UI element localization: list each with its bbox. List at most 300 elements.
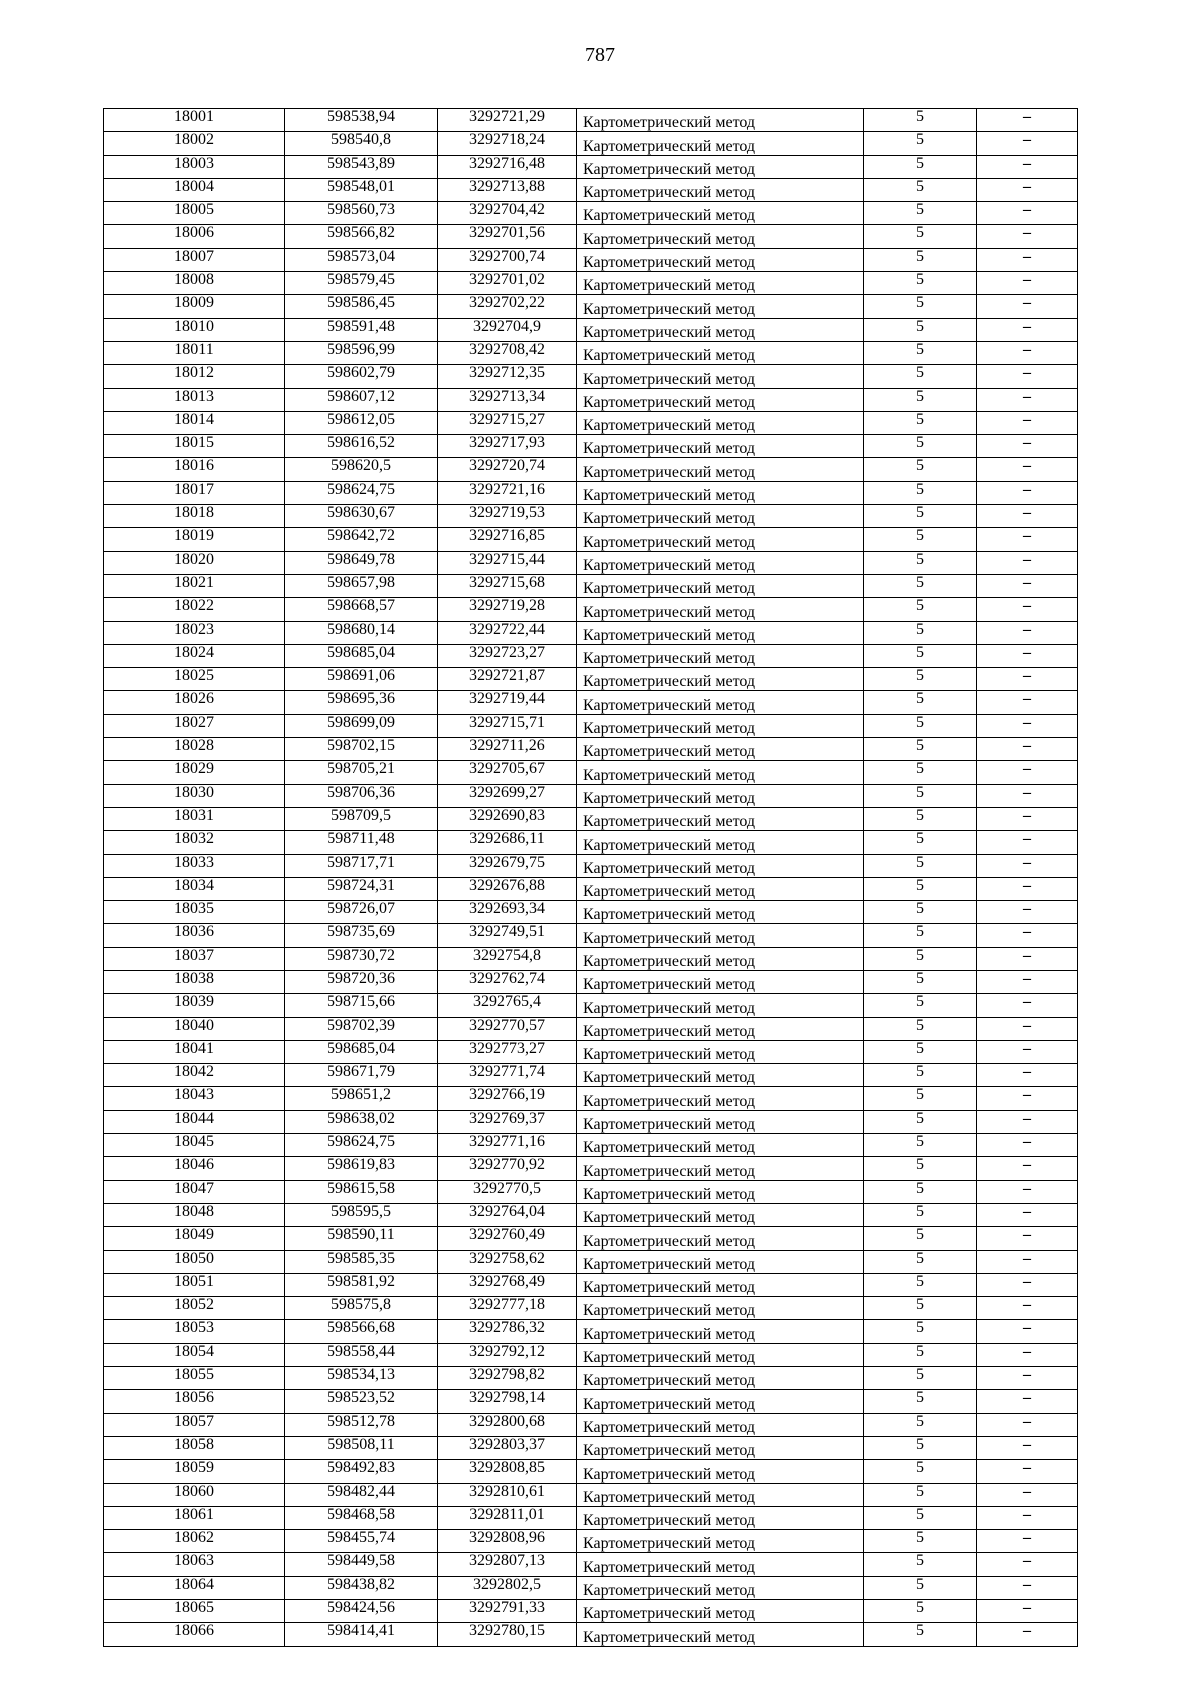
x-coordinate-cell: 598558,44 — [285, 1343, 438, 1366]
point-id-cell: 18007 — [104, 248, 285, 271]
x-coordinate-cell: 598543,89 — [285, 155, 438, 178]
accuracy-cell: 5 — [864, 411, 977, 434]
table-row — [104, 1483, 1078, 1506]
table-row — [104, 341, 1078, 364]
point-id-cell: 18025 — [104, 668, 285, 691]
table-row — [104, 109, 1078, 132]
point-id-cell: 18064 — [104, 1576, 285, 1599]
table-row — [104, 458, 1078, 481]
method-cell: Картометрический метод — [577, 1040, 864, 1063]
x-coordinate-cell: 598540,8 — [285, 132, 438, 155]
y-coordinate-cell: 3292720,74 — [438, 458, 577, 481]
method-cell: Картометрический метод — [577, 1064, 864, 1087]
method-cell: Картометрический метод — [577, 1180, 864, 1203]
note-cell: – — [977, 1064, 1078, 1087]
table-row — [104, 714, 1078, 737]
table-row — [104, 551, 1078, 574]
note-cell: – — [977, 761, 1078, 784]
accuracy-cell: 5 — [864, 388, 977, 411]
method-cell: Картометрический метод — [577, 621, 864, 644]
method-cell: Картометрический метод — [577, 1157, 864, 1180]
point-id-cell: 18035 — [104, 901, 285, 924]
page-number: 787 — [585, 44, 615, 66]
x-coordinate-cell: 598706,36 — [285, 784, 438, 807]
point-id-cell: 18060 — [104, 1483, 285, 1506]
x-coordinate-cell: 598624,75 — [285, 1134, 438, 1157]
point-id-cell: 18044 — [104, 1110, 285, 1133]
method-cell: Картометрический метод — [577, 225, 864, 248]
table-row — [104, 738, 1078, 761]
accuracy-cell: 5 — [864, 1017, 977, 1040]
y-coordinate-cell: 3292749,51 — [438, 924, 577, 947]
point-id-cell: 18023 — [104, 621, 285, 644]
accuracy-cell: 5 — [864, 807, 977, 830]
accuracy-cell: 5 — [864, 1530, 977, 1553]
y-coordinate-cell: 3292712,35 — [438, 365, 577, 388]
accuracy-cell: 5 — [864, 1576, 977, 1599]
accuracy-cell: 5 — [864, 505, 977, 528]
table-row — [104, 1203, 1078, 1226]
point-id-cell: 18001 — [104, 109, 285, 132]
y-coordinate-cell: 3292780,15 — [438, 1623, 577, 1646]
table-row — [104, 1250, 1078, 1273]
note-cell: – — [977, 691, 1078, 714]
method-cell: Картометрический метод — [577, 1390, 864, 1413]
note-cell: – — [977, 1390, 1078, 1413]
accuracy-cell: 5 — [864, 1203, 977, 1226]
note-cell: – — [977, 854, 1078, 877]
table-row — [104, 901, 1078, 924]
table-row — [104, 225, 1078, 248]
point-id-cell: 18050 — [104, 1250, 285, 1273]
point-id-cell: 18052 — [104, 1297, 285, 1320]
point-id-cell: 18037 — [104, 947, 285, 970]
x-coordinate-cell: 598709,5 — [285, 807, 438, 830]
y-coordinate-cell: 3292693,34 — [438, 901, 577, 924]
note-cell: – — [977, 1297, 1078, 1320]
table-row — [104, 1623, 1078, 1646]
point-id-cell: 18021 — [104, 574, 285, 597]
method-cell: Картометрический метод — [577, 458, 864, 481]
method-cell: Картометрический метод — [577, 1506, 864, 1529]
method-cell: Картометрический метод — [577, 481, 864, 504]
point-id-cell: 18062 — [104, 1530, 285, 1553]
table-row — [104, 1506, 1078, 1529]
y-coordinate-cell: 3292713,34 — [438, 388, 577, 411]
table-row — [104, 132, 1078, 155]
note-cell: – — [977, 1157, 1078, 1180]
method-cell: Картометрический метод — [577, 1110, 864, 1133]
table-row — [104, 831, 1078, 854]
y-coordinate-cell: 3292676,88 — [438, 877, 577, 900]
note-cell: – — [977, 1436, 1078, 1459]
accuracy-cell: 5 — [864, 528, 977, 551]
y-coordinate-cell: 3292704,9 — [438, 318, 577, 341]
coordinates-table-body — [104, 109, 1078, 1647]
method-cell: Картометрический метод — [577, 1530, 864, 1553]
method-cell: Картометрический метод — [577, 1343, 864, 1366]
point-id-cell: 18036 — [104, 924, 285, 947]
table-row — [104, 1367, 1078, 1390]
accuracy-cell: 5 — [864, 1483, 977, 1506]
accuracy-cell: 5 — [864, 481, 977, 504]
x-coordinate-cell: 598685,04 — [285, 1040, 438, 1063]
y-coordinate-cell: 3292762,74 — [438, 970, 577, 993]
point-id-cell: 18005 — [104, 202, 285, 225]
note-cell: – — [977, 1343, 1078, 1366]
note-cell: – — [977, 178, 1078, 201]
x-coordinate-cell: 598424,56 — [285, 1600, 438, 1623]
note-cell: – — [977, 458, 1078, 481]
y-coordinate-cell: 3292711,26 — [438, 738, 577, 761]
accuracy-cell: 5 — [864, 1600, 977, 1623]
accuracy-cell: 5 — [864, 1506, 977, 1529]
x-coordinate-cell: 598616,52 — [285, 435, 438, 458]
y-coordinate-cell: 3292705,67 — [438, 761, 577, 784]
method-cell: Картометрический метод — [577, 1297, 864, 1320]
note-cell: – — [977, 341, 1078, 364]
accuracy-cell: 5 — [864, 644, 977, 667]
y-coordinate-cell: 3292769,37 — [438, 1110, 577, 1133]
point-id-cell: 18022 — [104, 598, 285, 621]
accuracy-cell: 5 — [864, 458, 977, 481]
accuracy-cell: 5 — [864, 1436, 977, 1459]
method-cell: Картометрический метод — [577, 341, 864, 364]
table-row — [104, 202, 1078, 225]
x-coordinate-cell: 598699,09 — [285, 714, 438, 737]
accuracy-cell: 5 — [864, 1064, 977, 1087]
note-cell: – — [977, 365, 1078, 388]
point-id-cell: 18047 — [104, 1180, 285, 1203]
accuracy-cell: 5 — [864, 248, 977, 271]
table-row — [104, 574, 1078, 597]
method-cell: Картометрический метод — [577, 1436, 864, 1459]
note-cell: – — [977, 1110, 1078, 1133]
note-cell: – — [977, 901, 1078, 924]
accuracy-cell: 5 — [864, 854, 977, 877]
x-coordinate-cell: 598573,04 — [285, 248, 438, 271]
note-cell: – — [977, 318, 1078, 341]
table-row — [104, 1110, 1078, 1133]
method-cell: Картометрический метод — [577, 738, 864, 761]
accuracy-cell: 5 — [864, 1040, 977, 1063]
note-cell: – — [977, 248, 1078, 271]
y-coordinate-cell: 3292715,27 — [438, 411, 577, 434]
x-coordinate-cell: 598695,36 — [285, 691, 438, 714]
note-cell: – — [977, 1460, 1078, 1483]
y-coordinate-cell: 3292686,11 — [438, 831, 577, 854]
method-cell: Картометрический метод — [577, 598, 864, 621]
method-cell: Картометрический метод — [577, 1134, 864, 1157]
note-cell: – — [977, 1250, 1078, 1273]
table-row — [104, 1390, 1078, 1413]
x-coordinate-cell: 598638,02 — [285, 1110, 438, 1133]
accuracy-cell: 5 — [864, 1623, 977, 1646]
table-row — [104, 668, 1078, 691]
note-cell: – — [977, 784, 1078, 807]
note-cell: – — [977, 202, 1078, 225]
note-cell: – — [977, 1367, 1078, 1390]
point-id-cell: 18045 — [104, 1134, 285, 1157]
note-cell: – — [977, 1413, 1078, 1436]
accuracy-cell: 5 — [864, 178, 977, 201]
point-id-cell: 18039 — [104, 994, 285, 1017]
y-coordinate-cell: 3292690,83 — [438, 807, 577, 830]
accuracy-cell: 5 — [864, 551, 977, 574]
method-cell: Картометрический метод — [577, 132, 864, 155]
accuracy-cell: 5 — [864, 109, 977, 132]
accuracy-cell: 5 — [864, 435, 977, 458]
x-coordinate-cell: 598449,58 — [285, 1553, 438, 1576]
method-cell: Картометрический метод — [577, 1367, 864, 1390]
point-id-cell: 18058 — [104, 1436, 285, 1459]
x-coordinate-cell: 598657,98 — [285, 574, 438, 597]
table-row — [104, 1157, 1078, 1180]
y-coordinate-cell: 3292716,85 — [438, 528, 577, 551]
method-cell: Картометрический метод — [577, 1017, 864, 1040]
x-coordinate-cell: 598619,83 — [285, 1157, 438, 1180]
method-cell: Картометрический метод — [577, 854, 864, 877]
y-coordinate-cell: 3292702,22 — [438, 295, 577, 318]
method-cell: Картометрический метод — [577, 1227, 864, 1250]
method-cell: Картометрический метод — [577, 691, 864, 714]
point-id-cell: 18017 — [104, 481, 285, 504]
accuracy-cell: 5 — [864, 621, 977, 644]
table-row — [104, 1576, 1078, 1599]
table-row — [104, 505, 1078, 528]
x-coordinate-cell: 598680,14 — [285, 621, 438, 644]
table-row — [104, 1064, 1078, 1087]
y-coordinate-cell: 3292770,5 — [438, 1180, 577, 1203]
y-coordinate-cell: 3292800,68 — [438, 1413, 577, 1436]
table-row — [104, 877, 1078, 900]
point-id-cell: 18011 — [104, 341, 285, 364]
y-coordinate-cell: 3292798,14 — [438, 1390, 577, 1413]
note-cell: – — [977, 738, 1078, 761]
y-coordinate-cell: 3292760,49 — [438, 1227, 577, 1250]
y-coordinate-cell: 3292770,92 — [438, 1157, 577, 1180]
point-id-cell: 18046 — [104, 1157, 285, 1180]
point-id-cell: 18004 — [104, 178, 285, 201]
table-row — [104, 1134, 1078, 1157]
accuracy-cell: 5 — [864, 877, 977, 900]
y-coordinate-cell: 3292766,19 — [438, 1087, 577, 1110]
y-coordinate-cell: 3292715,71 — [438, 714, 577, 737]
accuracy-cell: 5 — [864, 1413, 977, 1436]
note-cell: – — [977, 295, 1078, 318]
method-cell: Картометрический метод — [577, 202, 864, 225]
accuracy-cell: 5 — [864, 1297, 977, 1320]
method-cell: Картометрический метод — [577, 435, 864, 458]
x-coordinate-cell: 598630,67 — [285, 505, 438, 528]
table-row — [104, 1180, 1078, 1203]
method-cell: Картометрический метод — [577, 551, 864, 574]
method-cell: Картометрический метод — [577, 1203, 864, 1226]
table-row — [104, 178, 1078, 201]
accuracy-cell: 5 — [864, 947, 977, 970]
point-id-cell: 18003 — [104, 155, 285, 178]
y-coordinate-cell: 3292808,85 — [438, 1460, 577, 1483]
table-row — [104, 272, 1078, 295]
note-cell: – — [977, 924, 1078, 947]
point-id-cell: 18010 — [104, 318, 285, 341]
x-coordinate-cell: 598691,06 — [285, 668, 438, 691]
x-coordinate-cell: 598586,45 — [285, 295, 438, 318]
note-cell: – — [977, 551, 1078, 574]
table-row — [104, 1273, 1078, 1296]
table-row — [104, 365, 1078, 388]
y-coordinate-cell: 3292719,44 — [438, 691, 577, 714]
table-row — [104, 598, 1078, 621]
y-coordinate-cell: 3292700,74 — [438, 248, 577, 271]
table-row — [104, 411, 1078, 434]
note-cell: – — [977, 1600, 1078, 1623]
method-cell: Картометрический метод — [577, 994, 864, 1017]
note-cell: – — [977, 1017, 1078, 1040]
method-cell: Картометрический метод — [577, 901, 864, 924]
note-cell: – — [977, 714, 1078, 737]
x-coordinate-cell: 598615,58 — [285, 1180, 438, 1203]
accuracy-cell: 5 — [864, 1367, 977, 1390]
method-cell: Картометрический метод — [577, 411, 864, 434]
method-cell: Картометрический метод — [577, 1413, 864, 1436]
table-row — [104, 1413, 1078, 1436]
point-id-cell: 18008 — [104, 272, 285, 295]
note-cell: – — [977, 807, 1078, 830]
note-cell: – — [977, 109, 1078, 132]
note-cell: – — [977, 668, 1078, 691]
note-cell: – — [977, 528, 1078, 551]
x-coordinate-cell: 598735,69 — [285, 924, 438, 947]
y-coordinate-cell: 3292716,48 — [438, 155, 577, 178]
method-cell: Картометрический метод — [577, 1623, 864, 1646]
note-cell: – — [977, 1623, 1078, 1646]
point-id-cell: 18016 — [104, 458, 285, 481]
x-coordinate-cell: 598726,07 — [285, 901, 438, 924]
accuracy-cell: 5 — [864, 1157, 977, 1180]
table-row — [104, 481, 1078, 504]
accuracy-cell: 5 — [864, 341, 977, 364]
note-cell: – — [977, 155, 1078, 178]
x-coordinate-cell: 598523,52 — [285, 1390, 438, 1413]
point-id-cell: 18059 — [104, 1460, 285, 1483]
method-cell: Картометрический метод — [577, 761, 864, 784]
note-cell: – — [977, 1273, 1078, 1296]
y-coordinate-cell: 3292807,13 — [438, 1553, 577, 1576]
x-coordinate-cell: 598590,11 — [285, 1227, 438, 1250]
y-coordinate-cell: 3292679,75 — [438, 854, 577, 877]
x-coordinate-cell: 598715,66 — [285, 994, 438, 1017]
accuracy-cell: 5 — [864, 225, 977, 248]
point-id-cell: 18015 — [104, 435, 285, 458]
table-row — [104, 295, 1078, 318]
note-cell: – — [977, 994, 1078, 1017]
table-row — [104, 1460, 1078, 1483]
table-row — [104, 994, 1078, 1017]
accuracy-cell: 5 — [864, 1134, 977, 1157]
method-cell: Картометрический метод — [577, 295, 864, 318]
note-cell: – — [977, 1040, 1078, 1063]
x-coordinate-cell: 598581,92 — [285, 1273, 438, 1296]
point-id-cell: 18030 — [104, 784, 285, 807]
method-cell: Картометрический метод — [577, 272, 864, 295]
table-row — [104, 248, 1078, 271]
table-row — [104, 621, 1078, 644]
accuracy-cell: 5 — [864, 784, 977, 807]
x-coordinate-cell: 598585,35 — [285, 1250, 438, 1273]
point-id-cell: 18026 — [104, 691, 285, 714]
method-cell: Картометрический метод — [577, 1576, 864, 1599]
y-coordinate-cell: 3292786,32 — [438, 1320, 577, 1343]
accuracy-cell: 5 — [864, 202, 977, 225]
point-id-cell: 18038 — [104, 970, 285, 993]
point-id-cell: 18033 — [104, 854, 285, 877]
x-coordinate-cell: 598596,99 — [285, 341, 438, 364]
method-cell: Картометрический метод — [577, 574, 864, 597]
table-row — [104, 970, 1078, 993]
x-coordinate-cell: 598671,79 — [285, 1064, 438, 1087]
table-row — [104, 528, 1078, 551]
accuracy-cell: 5 — [864, 691, 977, 714]
point-id-cell: 18034 — [104, 877, 285, 900]
x-coordinate-cell: 598548,01 — [285, 178, 438, 201]
note-cell: – — [977, 481, 1078, 504]
accuracy-cell: 5 — [864, 738, 977, 761]
x-coordinate-cell: 598651,2 — [285, 1087, 438, 1110]
x-coordinate-cell: 598566,82 — [285, 225, 438, 248]
x-coordinate-cell: 598717,71 — [285, 854, 438, 877]
method-cell: Картометрический метод — [577, 178, 864, 201]
accuracy-cell: 5 — [864, 901, 977, 924]
y-coordinate-cell: 3292798,82 — [438, 1367, 577, 1390]
accuracy-cell: 5 — [864, 598, 977, 621]
coordinates-table — [103, 108, 1078, 1647]
y-coordinate-cell: 3292810,61 — [438, 1483, 577, 1506]
accuracy-cell: 5 — [864, 668, 977, 691]
point-id-cell: 18019 — [104, 528, 285, 551]
method-cell: Картометрический метод — [577, 505, 864, 528]
note-cell: – — [977, 225, 1078, 248]
point-id-cell: 18056 — [104, 1390, 285, 1413]
point-id-cell: 18049 — [104, 1227, 285, 1250]
accuracy-cell: 5 — [864, 1343, 977, 1366]
accuracy-cell: 5 — [864, 1180, 977, 1203]
accuracy-cell: 5 — [864, 295, 977, 318]
y-coordinate-cell: 3292768,49 — [438, 1273, 577, 1296]
x-coordinate-cell: 598591,48 — [285, 318, 438, 341]
note-cell: – — [977, 831, 1078, 854]
y-coordinate-cell: 3292715,44 — [438, 551, 577, 574]
method-cell: Картометрический метод — [577, 109, 864, 132]
table-row — [104, 435, 1078, 458]
method-cell: Картометрический метод — [577, 528, 864, 551]
y-coordinate-cell: 3292808,96 — [438, 1530, 577, 1553]
x-coordinate-cell: 598668,57 — [285, 598, 438, 621]
point-id-cell: 18002 — [104, 132, 285, 155]
y-coordinate-cell: 3292718,24 — [438, 132, 577, 155]
note-cell: – — [977, 505, 1078, 528]
point-id-cell: 18054 — [104, 1343, 285, 1366]
method-cell: Картометрический метод — [577, 388, 864, 411]
table-row — [104, 1553, 1078, 1576]
note-cell: – — [977, 1506, 1078, 1529]
point-id-cell: 18006 — [104, 225, 285, 248]
y-coordinate-cell: 3292719,53 — [438, 505, 577, 528]
method-cell: Картометрический метод — [577, 714, 864, 737]
point-id-cell: 18042 — [104, 1064, 285, 1087]
table-row — [104, 1600, 1078, 1623]
x-coordinate-cell: 598538,94 — [285, 109, 438, 132]
